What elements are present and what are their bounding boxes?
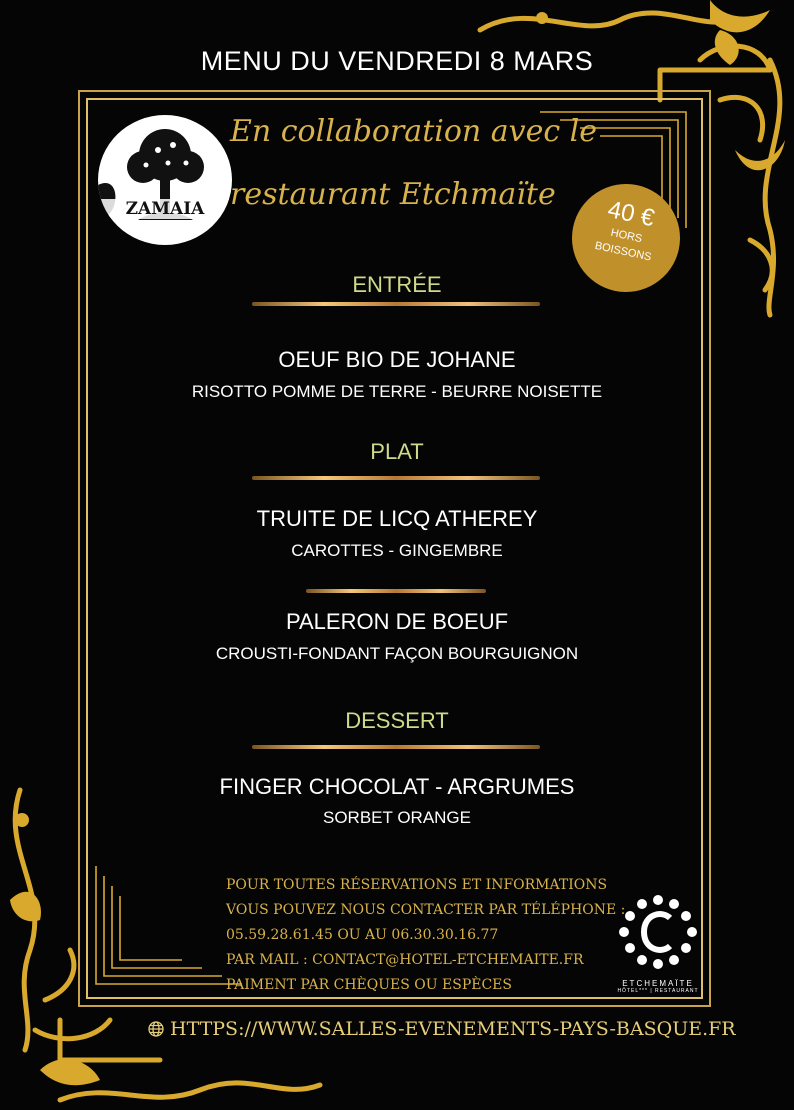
contact-line-5: PAIMENT PAR CHÈQUES OU ESPÈCES	[226, 977, 512, 993]
website-url: HTTPS://WWW.SALLES-EVENEMENTS-PAYS-BASQUE.FR	[170, 1018, 736, 1040]
price-note-line-2: BOISSONS	[593, 239, 653, 264]
dish-dessert: FINGER CHOCOLAT - ARGRUMES	[219, 774, 575, 799]
dish-plat-2-desc: CROUSTI-FONDANT FAÇON BOURGUIGNON	[215, 644, 579, 663]
section-title-plat: PLAT	[370, 439, 424, 464]
section-title-dessert: DESSERT	[345, 708, 449, 733]
dish-entree: OEUF BIO DE JOHANE	[278, 347, 516, 372]
dish-dessert-desc: SORBET ORANGE	[323, 808, 471, 827]
divider-plat	[252, 476, 540, 480]
section-title-entree: ENTRÉE	[352, 272, 442, 297]
zamaia-logo-text: ZAMAIA	[98, 199, 232, 219]
dish-plat-1-desc: CAROTTES - GINGEMBRE	[291, 541, 503, 560]
dish-plat-1: TRUITE DE LICQ ATHEREY	[256, 506, 538, 531]
divider-plat-dishes	[306, 589, 486, 593]
divider-entree	[252, 302, 540, 306]
zamaia-logo	[98, 115, 232, 245]
collab-line-1: En collaboration avec le	[230, 114, 598, 149]
collab-line-2: restaurant Etchmaïte	[230, 177, 556, 212]
etchemaite-emblem	[612, 892, 704, 972]
etchemaite-name: ETCHEMAÏTE	[622, 979, 694, 988]
website-link[interactable]	[148, 1018, 736, 1040]
dish-entree-desc: RISOTTO POMME DE TERRE - BEURRE NOISETTE	[191, 382, 603, 401]
contact-line-1: POUR TOUTES RÉSERVATIONS ET INFORMATIONS	[226, 877, 608, 893]
globe-icon	[148, 1021, 164, 1037]
etchemaite-sub: HÔTEL*** | RESTAURANT	[617, 988, 699, 994]
contact-line-2: VOUS POUVEZ NOUS CONTACTER PAR TÉLÉPHONE :	[226, 902, 626, 918]
divider-dessert	[252, 745, 540, 749]
etchemaite-logo	[612, 892, 704, 1004]
contact-line-3: 05.59.28.61.45 OU AU 06.30.30.16.77	[226, 927, 499, 943]
price-amount: 40 €	[605, 195, 657, 233]
page-title: MENU DU VENDREDI 8 MARS	[200, 46, 594, 76]
price-note-line-1: HORS	[609, 226, 644, 246]
contact-line-4: PAR MAIL : CONTACT@HOTEL-ETCHEMAITE.FR	[226, 952, 584, 968]
dish-plat-2: PALERON DE BOEUF	[285, 609, 509, 634]
